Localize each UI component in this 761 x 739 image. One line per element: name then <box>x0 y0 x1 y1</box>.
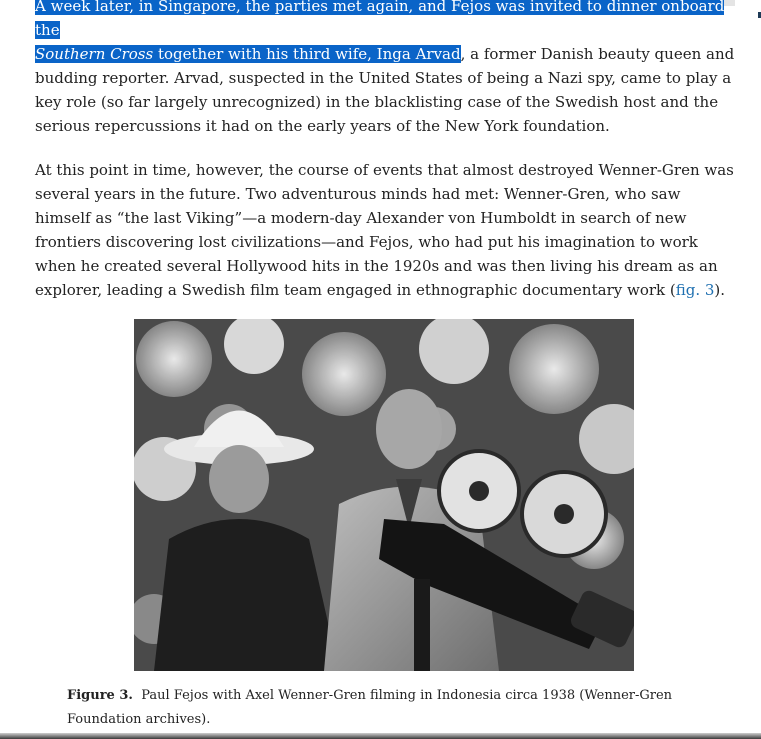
article-body <box>35 0 735 302</box>
paragraph-text: , a former Danish beauty queen and <box>460 45 735 63</box>
figure-label: Figure 3. <box>67 688 133 703</box>
figure-link[interactable]: fig. 3 <box>675 281 715 299</box>
selected-text-rest: together with his third wife, Inga Arvad <box>153 45 461 63</box>
figure-caption <box>67 684 727 732</box>
paragraph-end: ). <box>714 281 726 299</box>
ship-name: Southern Cross <box>35 45 154 63</box>
paragraph-text: At this point in time, however, the course of events that almost destroyed Wenner-Gren was several years in the future. Two adventurous minds had met: Wenner-Gren, who saw himself as “the last Viking”—a modern-day Alexander von Humboldt in search of new frontiers discovering lost civilizations—and Fejos, who had put his imagination to work when he created several Hollywood hits in the 1920s and was then living his dream as an explorer, leading a Swedish film team engaged in ethnographic documentary work ( <box>35 161 734 299</box>
paragraph-text: budding reporter. Arvad, suspected in the United States of being a Nazi spy, came to play a key role (so far largely unrecognized) in the blacklisting case of the Swedish host and the serious repercussions it had on the early years of the New York foundation. <box>35 69 732 135</box>
paragraph-singapore <box>35 0 735 138</box>
bottom-bar <box>0 733 761 739</box>
cut-off-line: A week later, in Singapore, the parties met again, and Fejos was invited to dinner onboard the <box>35 0 725 39</box>
figure-caption-text: Paul Fejos with Axel Wenner-Gren filming in Indonesia circa 1938 (Wenner-Gren Foundation archives). <box>67 688 673 727</box>
paragraph-viking <box>35 158 735 302</box>
figure-photo <box>134 319 634 671</box>
